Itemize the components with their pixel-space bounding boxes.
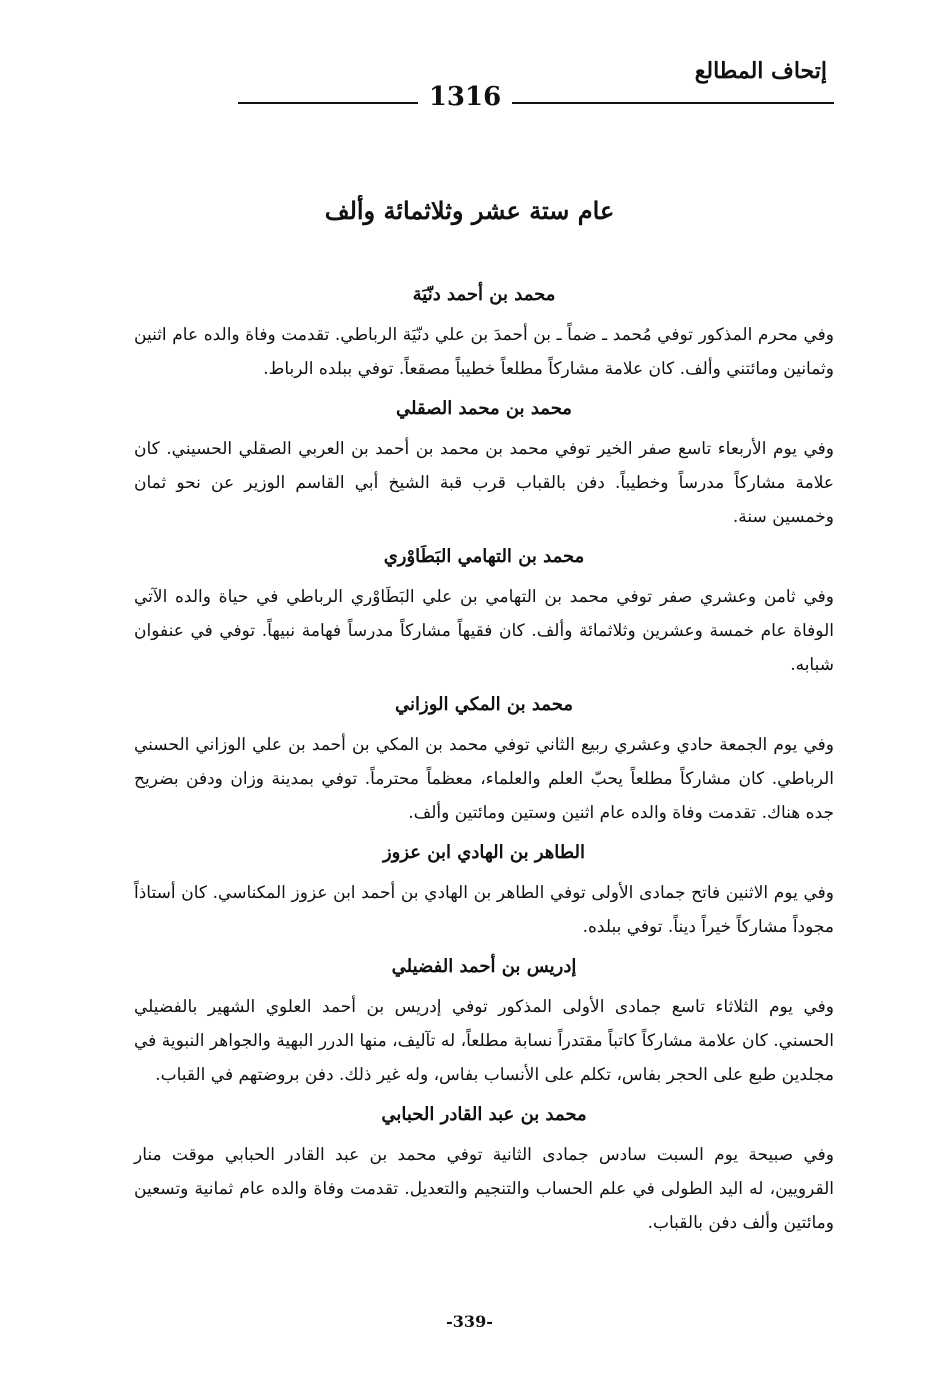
entry bbox=[134, 954, 834, 1092]
book-title: إتحاف المطالع bbox=[694, 58, 827, 84]
entry-text: وفي يوم الاثنين فاتح جمادى الأولى توفي الطاهر بن الهادي بن أحمد ابن عزوز المكناسي. كان أستاذاً مجوداً مشاركاً خيراً ديناً. توفي ببلده. bbox=[134, 883, 834, 937]
entry-text: وفي يوم الأربعاء تاسع صفر الخير توفي محمد بن محمد بن أحمد بن العربي الصقلي الحسيني. كان علامة مشاركاً مدرساً وخطيباً. دفن بالقباب قرب قبة الشيخ أبي القاسم الوزير عن نحو ثمان وخمسين سنة. bbox=[134, 439, 834, 527]
entry-text: وفي ثامن وعشري صفر توفي محمد بن التهامي بن علي البَطَاوْري الرباطي في حياة والده الآتي الوفاة عام خمسة وعشرين وثلاثمائة وألف. كان فقيهاً مشاركاً مدرساً فهامة نبيهاً. توفي في عنفوان شبابه. bbox=[134, 587, 834, 675]
entries-list bbox=[134, 282, 834, 1250]
entry-text: وفي يوم الجمعة حادي وعشري ربيع الثاني توفي محمد بن المكي بن أحمد بن علي الوزاني الحسني الرباطي. كان مشاركاً مطلعاً يحبّ العلم والعلماء، معظماً محترماً. توفي بمدينة وزان ودفن بضريح جده هناك. تقدمت وفاة والده عام اثنين وستين ومائتين وألف. bbox=[134, 735, 834, 823]
entry bbox=[134, 396, 834, 534]
entry-text: وفي يوم الثلاثاء تاسع جمادى الأولى المذكور توفي إدريس بن أحمد العلوي الشهير بالفضيلي الحسني. كان علامة مشاركاً كاتباً مقتدراً نسابة مطلعاً، له تآليف، منها الدرر البهية والجواهر النبوية في مجلدين طبع على الحجر بفاس، تكلم على الأنساب بفاس، وله غير ذلك. دفن بروضتهم في القباب. bbox=[134, 997, 834, 1085]
entry bbox=[134, 544, 834, 682]
page-number: -339- bbox=[446, 1312, 493, 1331]
entry bbox=[134, 840, 834, 944]
year-heading: 1316 bbox=[428, 82, 502, 112]
entry-name: الطاهر بن الهادي ابن عزوز bbox=[382, 842, 586, 863]
entry-name: إدريس بن أحمد الفضيلي bbox=[391, 956, 577, 977]
chapter-title: عام ستة عشر وثلاثمائة وألف bbox=[324, 196, 615, 225]
header-rule-right bbox=[512, 102, 834, 104]
entry-name: محمد بن التهامي البَطَاوْري bbox=[383, 546, 585, 567]
entry-text: وفي محرم المذكور توفي مُحمد ـ ضماً ـ بن أحمدَ بن علي دنّيَة الرباطي. تقدمت وفاة والده عام اثنين وثمانين ومائتني وألف. كان علامة مشاركاً مطلعاً خطيباً مصقعاً. توفي ببلده الرباط. bbox=[134, 325, 834, 379]
entry-name: محمد بن محمد الصقلي bbox=[396, 398, 572, 419]
entry bbox=[134, 1102, 834, 1240]
entry bbox=[134, 692, 834, 830]
entry-name: محمد بن عبد القادر الحبابي bbox=[381, 1104, 587, 1125]
entry-name: محمد بن أحمد دنّيَة bbox=[412, 284, 556, 305]
entry bbox=[134, 282, 834, 386]
header-rule-left bbox=[238, 102, 418, 104]
entry-name: محمد بن المكي الوزاني bbox=[395, 694, 573, 715]
entry-text: وفي صبيحة يوم السبت سادس جمادى الثانية توفي محمد بن عبد القادر الحبابي موقت منار القرويين، له اليد الطولى في علم الحساب والتنجيم والتعديل. تقدمت وفاة والده عام ثمانية وتسعين ومائتين وألف دفن بالقباب. bbox=[134, 1145, 834, 1233]
